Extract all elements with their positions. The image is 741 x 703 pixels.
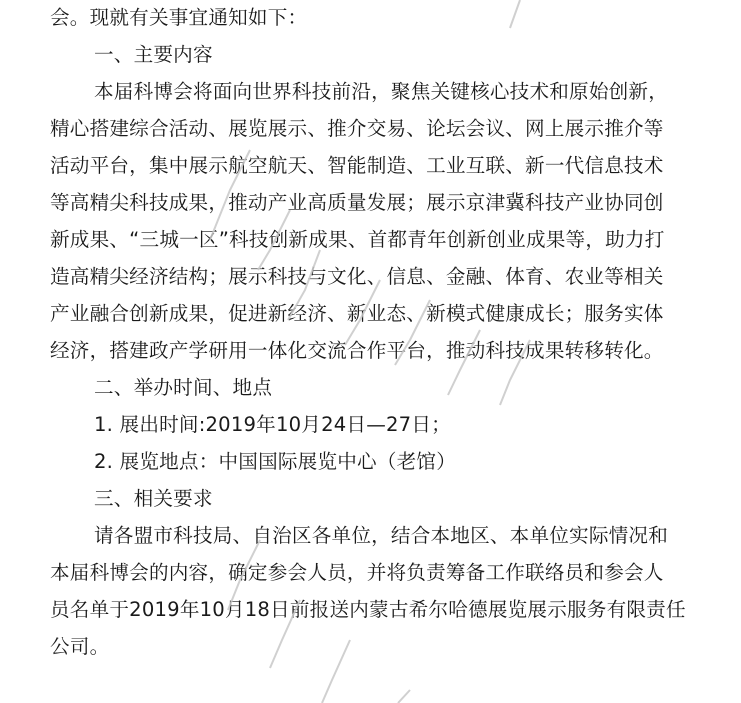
list-item-time: 1. 展出时间:2019年10月24日—27日； xyxy=(94,413,451,436)
text-line-3: 本届科博会将面向世界科技前沿，聚焦关键核心技术和原始创新， xyxy=(94,80,669,103)
text-line-1: 会。现就有关事宜通知如下： xyxy=(50,6,308,29)
text-line-16: 本届科博会的内容，确定参会人员，并将负责筹备工作联络员和参会人 xyxy=(50,561,664,584)
text-line-15: 请各盟市科技局、自治区各单位，结合本地区、本单位实际情况和 xyxy=(94,524,669,547)
text-line-9: 产业融合创新成果，促进新经济、新业态、新模式健康成长；服务实体 xyxy=(50,302,664,325)
text-line-17: 员名单于2019年10月18日前报送内蒙古希尔哈德展览展示服务有限责任 xyxy=(50,598,686,621)
text-line-18: 公司。 xyxy=(50,635,110,658)
section-heading-1: 一、主要内容 xyxy=(94,43,213,66)
text-line-10: 经济，搭建政产学研用一体化交流合作平台，推动科技成果转移转化。 xyxy=(50,339,664,362)
text-line-7: 新成果、“三城一区”科技创新成果、首都青年创新创业成果等，助力打 xyxy=(50,228,665,251)
text-line-6: 等高精尖科技成果，推动产业高质量发展；展示京津冀科技产业协同创 xyxy=(50,191,664,214)
text-line-4: 精心搭建综合活动、展览展示、推介交易、论坛会议、网上展示推介等 xyxy=(50,117,664,140)
text-line-5: 活动平台，集中展示航空航天、智能制造、工业互联、新一代信息技术 xyxy=(50,154,664,177)
list-item-venue: 2. 展览地点：中国国际展览中心（老馆） xyxy=(94,450,457,473)
section-heading-3: 三、相关要求 xyxy=(94,487,213,510)
section-heading-2: 二、举办时间、地点 xyxy=(94,376,273,399)
text-line-8: 造高精尖经济结构；展示科技与文化、信息、金融、体育、农业等相关 xyxy=(50,265,664,288)
